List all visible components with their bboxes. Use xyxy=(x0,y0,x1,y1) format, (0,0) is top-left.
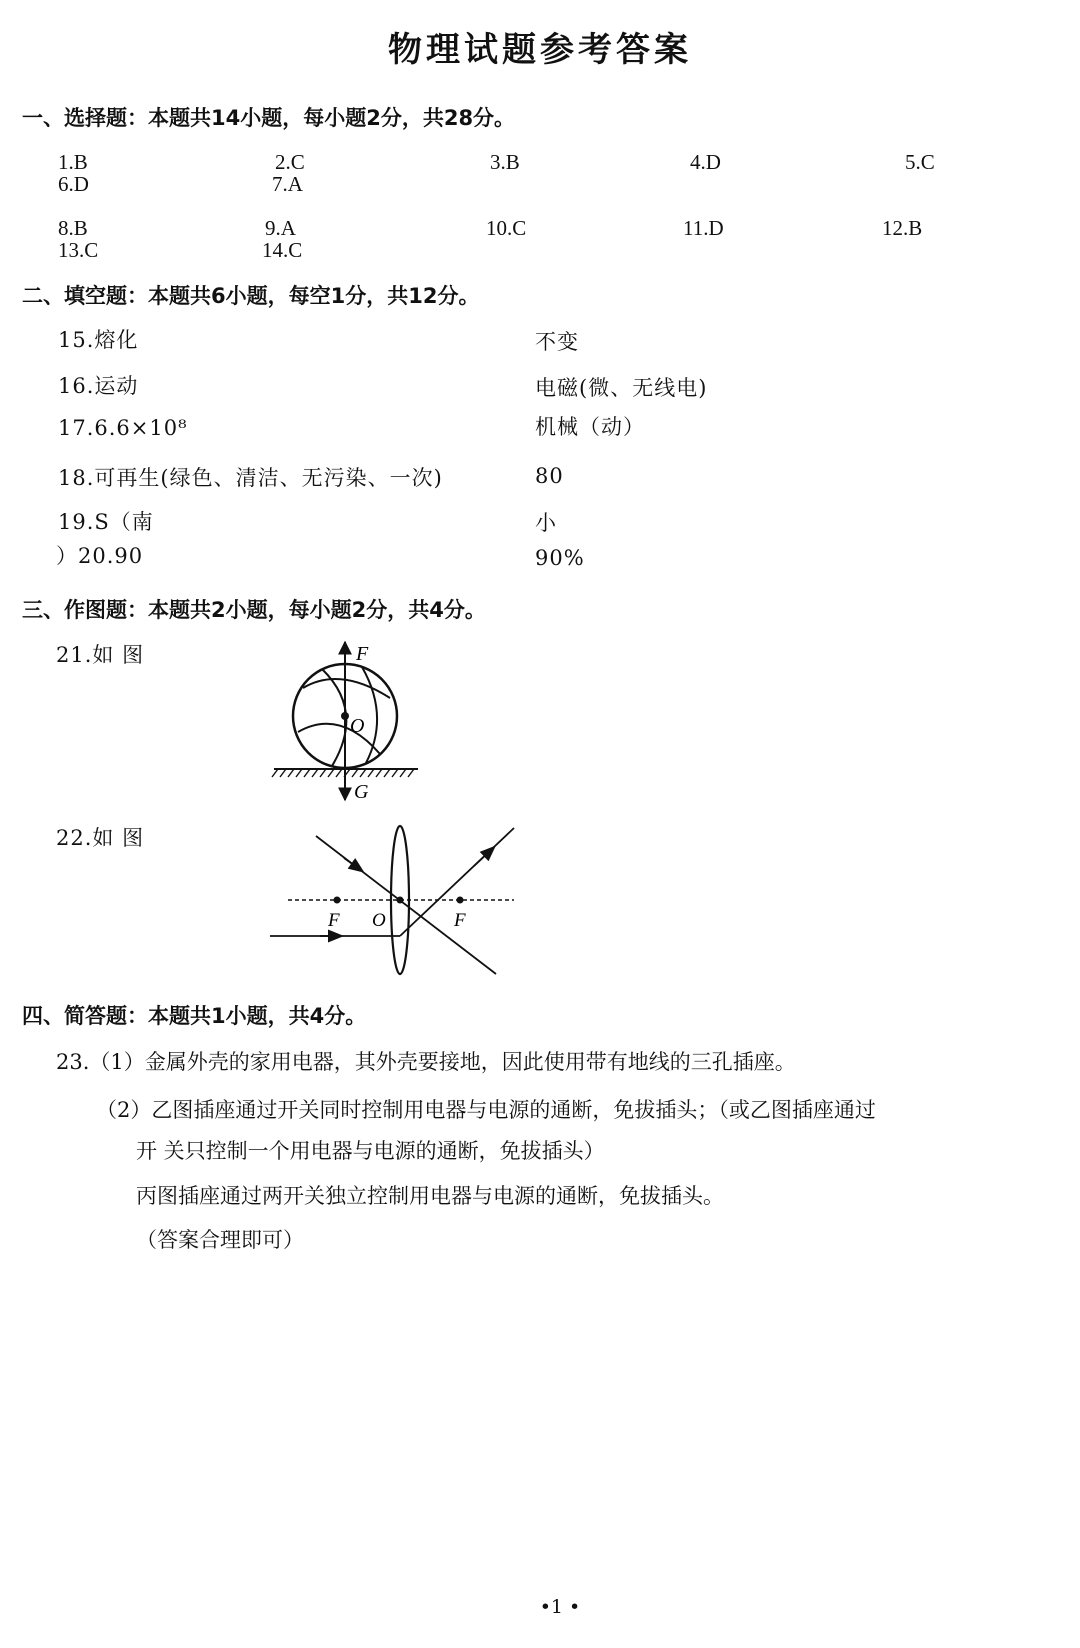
q21-label: 21.如 图 xyxy=(56,643,145,667)
optical-center-label: O xyxy=(372,910,386,931)
right-focus-point xyxy=(457,897,464,904)
fill-answer-right: 90% xyxy=(535,546,585,570)
mc-answer: 5.C xyxy=(905,150,935,174)
q22-label: 22.如 图 xyxy=(56,826,145,850)
left-focus-label: F xyxy=(328,910,340,931)
mc-answer: 7.A xyxy=(272,172,303,196)
mc-answer: 11.D xyxy=(683,216,724,240)
mc-answer: 1.B xyxy=(58,150,88,174)
fill-answer-left: 19.S（南 xyxy=(58,510,154,534)
section1-heading: 一、选择题：本题共14小题，每小题2分，共28分。 xyxy=(22,106,516,130)
section4-heading: 四、简答题：本题共1小题，共4分。 xyxy=(22,1004,367,1028)
short-answer-line: 开 关只控制一个用电器与电源的通断，免拔插头） xyxy=(136,1139,605,1163)
section3-heading: 三、作图题：本题共2小题，每小题2分，共4分。 xyxy=(22,598,486,622)
fill-answer-right: 80 xyxy=(535,464,564,488)
fill-answer-left: 17.6.6×10⁸ xyxy=(58,416,188,440)
section2-heading: 二、填空题：本题共6小题，每空1分，共12分。 xyxy=(22,284,480,308)
mc-answer: 2.C xyxy=(275,150,305,174)
mc-answer: 14.C xyxy=(262,238,303,262)
fill-answer-left: 15.熔化 xyxy=(58,328,139,352)
center-label: O xyxy=(350,715,365,737)
mc-answer: 12.B xyxy=(882,216,923,240)
fill-answer-right: 不变 xyxy=(535,330,579,354)
left-focus-point xyxy=(334,897,341,904)
page-number: •1 • xyxy=(539,1596,581,1618)
mc-answer: 10.C xyxy=(486,216,527,240)
fill-answer-left: 18.可再生(绿色、清洁、无污染、一次) xyxy=(58,466,443,490)
right-focus-label: F xyxy=(454,910,466,931)
force-label: F xyxy=(356,643,369,665)
fill-answer-right: 机械（动） xyxy=(535,415,645,439)
short-answer-line: 23.（1）金属外壳的家用电器，其外壳要接地，因此使用带有地线的三孔插座。 xyxy=(56,1050,796,1074)
mc-answer: 9.A xyxy=(265,216,296,240)
short-answer-line: 丙图插座通过两开关独立控制用电器与电源的通断，免拔插头。 xyxy=(136,1184,724,1208)
fill-answer-left: 16.运动 xyxy=(58,374,139,398)
fill-answer-left: ）20.90 xyxy=(56,544,144,568)
short-answer-line: （答案合理即可） xyxy=(136,1228,304,1252)
mc-answer: 4.D xyxy=(690,150,721,174)
figure-22-lens xyxy=(262,818,522,982)
fill-answer-right: 小 xyxy=(535,511,557,535)
optical-center-point xyxy=(397,897,404,904)
gravity-label: G xyxy=(354,781,369,803)
mc-answer: 13.C xyxy=(58,238,99,262)
figure-21-ball xyxy=(270,636,430,808)
mc-answer: 6.D xyxy=(58,172,89,196)
mc-answer: 3.B xyxy=(490,150,520,174)
center-point xyxy=(341,712,349,720)
mc-answer: 8.B xyxy=(58,216,88,240)
fill-answer-right: 电磁(微、无线电) xyxy=(535,376,708,400)
page-title: 物理试题参考答案 xyxy=(388,30,692,70)
short-answer-line: （2）乙图插座通过开关同时控制用电器与电源的通断，免拔插头；（或乙图插座通过 xyxy=(96,1098,876,1122)
